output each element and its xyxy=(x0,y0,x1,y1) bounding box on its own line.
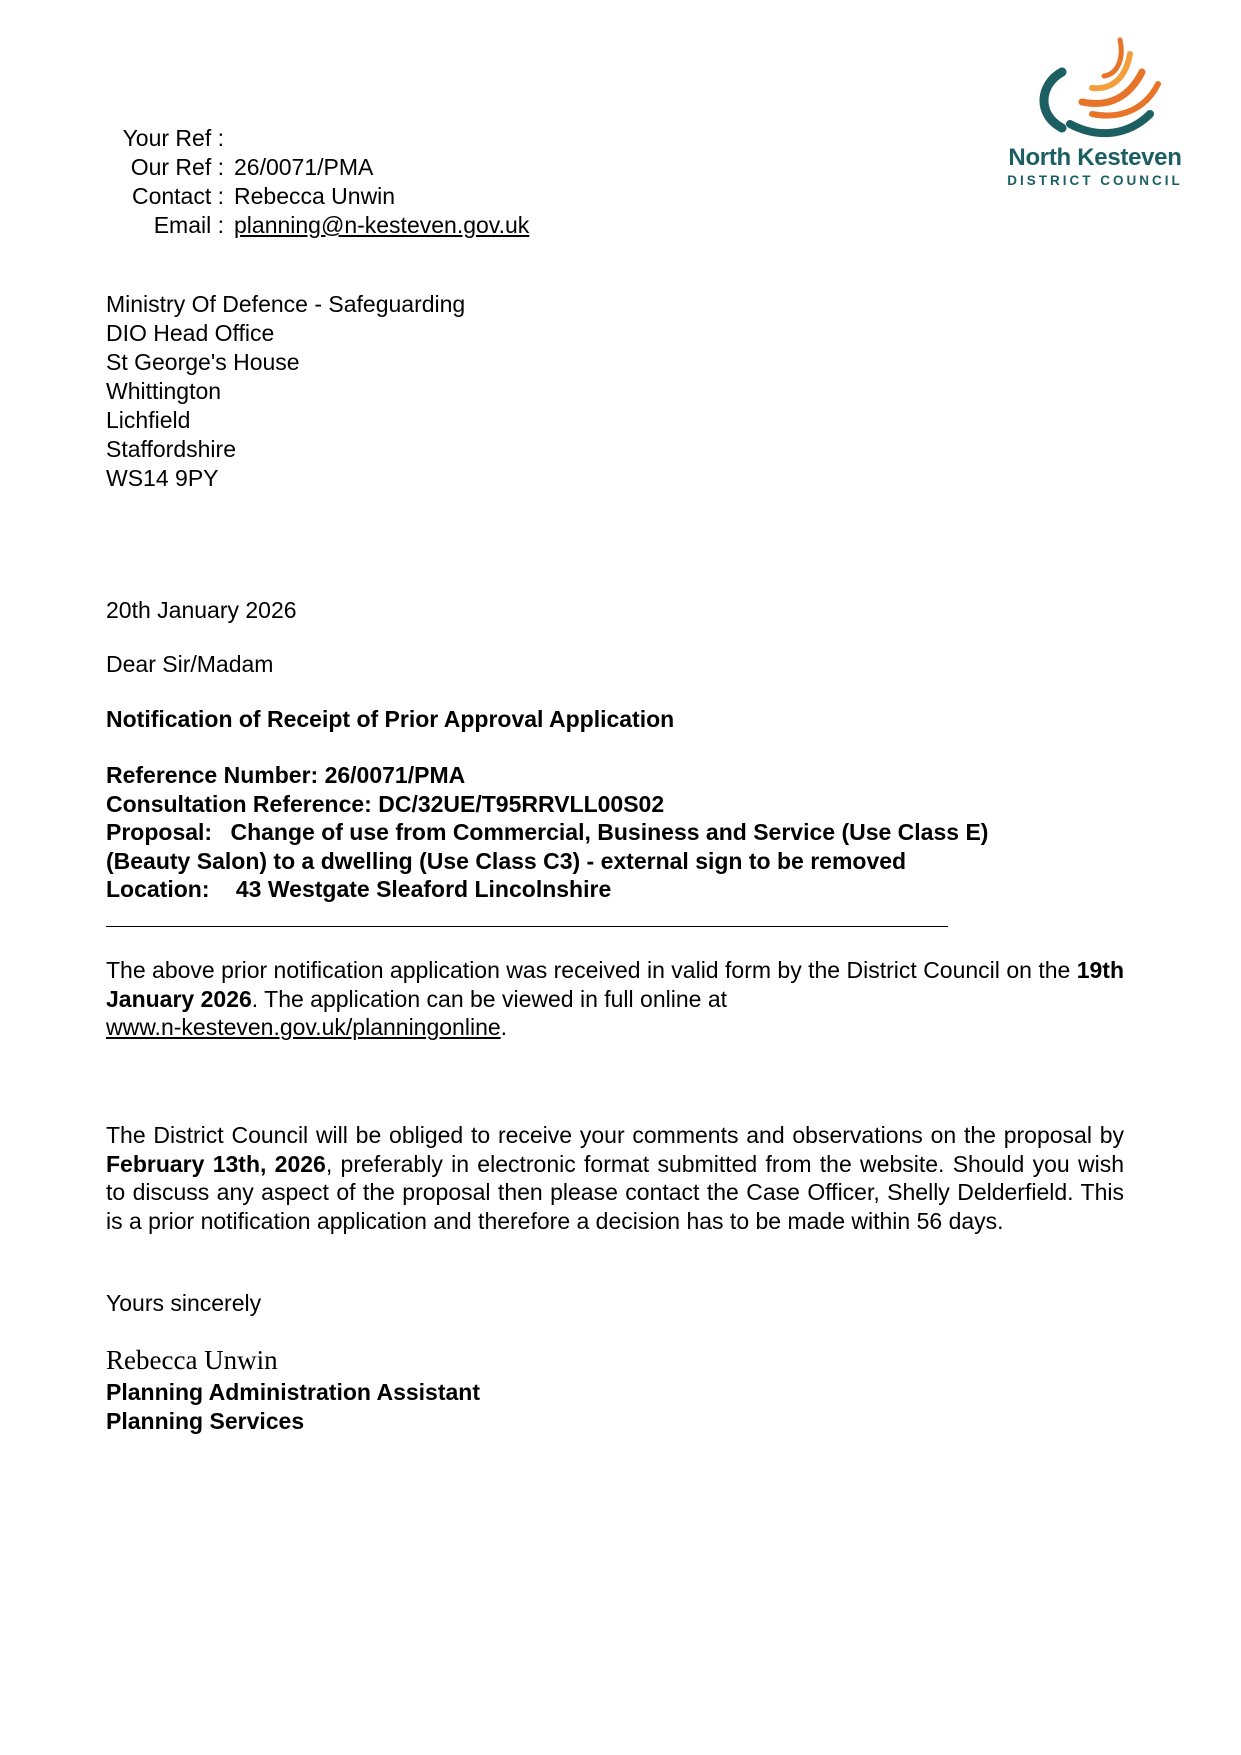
para1-text-a: The above prior notification application was received in valid form by the District Council on the xyxy=(106,957,1077,983)
location-label: Location: xyxy=(106,876,210,902)
signatory-block xyxy=(106,1378,480,1435)
signatory-title: Planning Administration Assistant xyxy=(106,1379,480,1405)
para2-text-a: The District Council will be obliged to receive your comments and observations on the proposal by xyxy=(106,1122,1124,1148)
contact-label: Contact : xyxy=(131,183,224,209)
our-ref-row xyxy=(100,153,529,182)
letter-date: 20th January 2026 xyxy=(106,597,297,623)
council-swirl-icon xyxy=(1000,36,1190,146)
location-value: 43 Westgate Sleaford Lincolnshire xyxy=(235,876,612,902)
address-line: Lichfield xyxy=(106,407,191,433)
council-logo xyxy=(1000,36,1190,196)
para1-text-c: . xyxy=(500,1014,508,1040)
reference-number-line xyxy=(106,761,988,790)
recipient-address xyxy=(106,290,465,493)
location-line xyxy=(106,875,988,904)
council-subtitle: DISTRICT COUNCIL xyxy=(1007,173,1183,188)
address-line: WS14 9PY xyxy=(106,465,219,491)
para2-text-b: , preferably in electronic format submitted from the website. Should you wish to discuss any aspect of the proposal then please contact the Case Officer, Shelly Delderfield. This is a prior notification application and therefore a decision has to be made within 56 days. xyxy=(106,1150,1124,1234)
proposal-label: Proposal: xyxy=(106,819,213,845)
address-line: Ministry Of Defence - Safeguarding xyxy=(106,291,466,317)
consultation-reference-value: DC/32UE/T95RRVLL00S02 xyxy=(378,790,665,817)
your-ref-value xyxy=(224,124,234,153)
address-line: Staffordshire xyxy=(106,436,236,462)
planning-online-link[interactable]: www.n-kesteven.gov.uk/planningonline xyxy=(106,1014,501,1040)
your-ref-label: Your Ref : xyxy=(122,125,224,151)
received-date: 19th January 2026 xyxy=(106,957,1124,1012)
signature: Rebecca Unwin xyxy=(106,1345,278,1375)
our-ref-value: 26/0071/PMA xyxy=(234,154,374,180)
reference-number-value: 26/0071/PMA xyxy=(324,762,466,788)
contact-value: Rebecca Unwin xyxy=(234,183,396,209)
comments-deadline: February 13th, 2026 xyxy=(106,1150,326,1177)
address-line: DIO Head Office xyxy=(106,320,275,346)
your-ref-row xyxy=(100,124,529,153)
closing: Yours sincerely xyxy=(106,1290,262,1316)
application-details xyxy=(106,761,988,904)
email-row xyxy=(100,211,529,240)
received-paragraph xyxy=(106,956,1124,1042)
reference-number-label: Reference Number: xyxy=(106,762,319,788)
divider-rule xyxy=(106,926,948,927)
consultation-reference-line xyxy=(106,790,988,819)
signatory-department: Planning Services xyxy=(106,1407,305,1434)
contact-row xyxy=(100,182,529,211)
council-name: North Kesteven xyxy=(1008,144,1182,171)
para1-text-b: . The application can be viewed in full online at xyxy=(251,985,727,1012)
proposal-text-1: Change of use from Commercial, Business and Service (Use Class E) xyxy=(230,819,989,845)
reference-block xyxy=(100,124,529,240)
address-line: St George's House xyxy=(106,349,300,375)
salutation: Dear Sir/Madam xyxy=(106,651,274,677)
consultation-reference-label: Consultation Reference: xyxy=(106,790,372,817)
letter-subject: Notification of Receipt of Prior Approval Application xyxy=(106,706,675,732)
email-link[interactable]: planning@n-kesteven.gov.uk xyxy=(234,212,530,238)
address-line: Whittington xyxy=(106,378,222,404)
proposal-text-2: (Beauty Salon) to a dwelling (Use Class C3) - external sign to be removed xyxy=(106,847,907,874)
email-label: Email : xyxy=(153,212,224,238)
comments-paragraph xyxy=(106,1121,1124,1235)
proposal-line xyxy=(106,818,988,847)
our-ref-label: Our Ref : xyxy=(130,154,224,180)
